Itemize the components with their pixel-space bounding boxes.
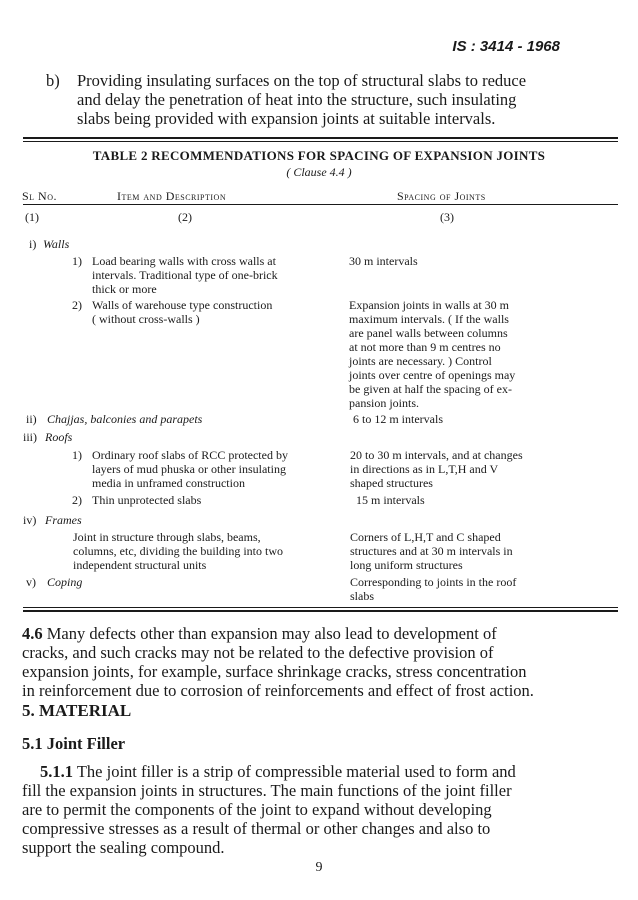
row-roofs-sub1-spacing: 20 to 30 m intervals, and at changes in directions as in L,T,H and V shaped structures	[350, 448, 523, 490]
section-5-1-heading: 5.1 Joint Filler	[22, 734, 126, 753]
col-header-spacing: Spacing of Joints	[397, 189, 486, 203]
col-number-1: (1)	[25, 210, 39, 224]
row-walls-label: Walls	[43, 237, 70, 251]
row-walls-sub2-number: 2)	[72, 298, 82, 312]
table-title: TABLE 2 RECOMMENDATIONS FOR SPACING OF EXPANSION JOINTS	[92, 148, 546, 163]
row-chajjas-spacing: 6 to 12 m intervals	[353, 412, 443, 426]
item-b-text: Providing insulating surfaces on the top of structural slabs to reduce and delay the penetration of heat into the structure, such insulating slabs being provided with expansion joints at suitable intervals.	[77, 71, 527, 128]
row-chajjas-number: ii)	[26, 412, 37, 426]
section-5-heading: 5. MATERIAL	[22, 701, 132, 720]
row-walls-number: i)	[29, 237, 37, 251]
table-header-rule	[23, 204, 618, 205]
table-top-rule-thick	[23, 137, 618, 139]
row-roofs-sub1-desc: Ordinary roof slabs of RCC protected by layers of mud phuska or other insulating media in unframed construction	[92, 448, 288, 490]
row-coping-spacing: Corresponding to joints in the roof slabs	[350, 575, 517, 603]
row-roofs-sub2-desc: Thin unprotected slabs	[92, 493, 202, 507]
row-frames-desc: Joint in structure through slabs, beams, columns, etc, dividing the building into two independent structural units	[73, 530, 283, 572]
table-bottom-rule-thin	[23, 607, 618, 608]
table-clause: ( Clause 4.4 )	[286, 165, 352, 179]
table-top-rule-thin	[23, 141, 618, 142]
col-number-2: (2)	[178, 210, 192, 224]
row-roofs-number: iii)	[23, 430, 37, 444]
row-chajjas-label: Chajjas, balconies and parapets	[47, 412, 203, 426]
row-frames-spacing: Corners of L,H,T and C shaped structures and at 30 m intervals in long uniform structures	[350, 530, 513, 572]
col-header-item: Item and Description	[117, 189, 227, 203]
row-walls-sub2-spacing: Expansion joints in walls at 30 m maximum intervals. ( If the walls are panel walls between columns at not more than 9 m centres no joints are necessary. ) Control joints over centre of openings may be given at half the spacing of ex- pansion joints.	[349, 298, 516, 410]
paragraph-4-6-number: 4.6	[22, 624, 43, 643]
col-number-3: (3)	[440, 210, 454, 224]
row-roofs-sub2-spacing: 15 m intervals	[356, 493, 425, 507]
row-roofs-label: Roofs	[45, 430, 73, 444]
row-coping-number: v)	[26, 575, 36, 589]
row-coping-label: Coping	[47, 575, 83, 589]
page-number: 9	[315, 860, 323, 875]
row-roofs-sub1-number: 1)	[72, 448, 82, 462]
row-frames-number: iv)	[23, 513, 37, 527]
paragraph-4-6: 4.6 Many defects other than expansion may also lead to development of cracks, and such cracks may not be related to the defective provision of expansion joints, for example, surface shrinkage cracks, stress concentration in reinforcement due to corrosion of reinforcements and effect of frost action.	[22, 624, 534, 700]
standard-number: IS : 3414 - 1968	[452, 38, 560, 55]
row-frames-label: Frames	[45, 513, 82, 527]
row-walls-sub1-number: 1)	[72, 254, 82, 268]
paragraph-5-1-1-number: 5.1.1	[40, 762, 73, 781]
row-roofs-sub2-number: 2)	[72, 493, 82, 507]
paragraph-5-1-1: 5.1.1 The joint filler is a strip of compressible material used to form and fill the expansion joints in structures. The main functions of the joint filler are to permit the components of the joint to expand without developing compressive stresses as a result of thermal or other changes and also to support the sealing compound.	[22, 762, 516, 857]
list-marker-b: b)	[46, 71, 60, 90]
row-walls-sub1-spacing: 30 m intervals	[349, 254, 418, 268]
row-walls-sub2-desc: Walls of warehouse type construction ( without cross-walls )	[92, 298, 273, 326]
table-bottom-rule-thick	[23, 610, 618, 612]
row-walls-sub1-desc: Load bearing walls with cross walls at intervals. Traditional type of one-brick thick or more	[92, 254, 278, 296]
col-header-slno: Sl No.	[22, 189, 58, 203]
